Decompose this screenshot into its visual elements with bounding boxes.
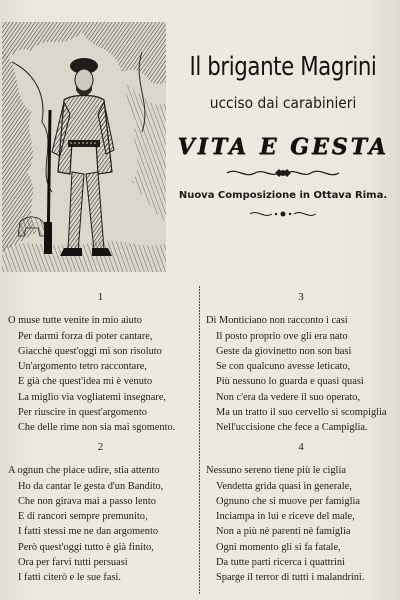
subtitle: ucciso dai carabinieri [209,94,357,112]
small-ornament-icon [248,209,318,219]
verse-line: Di Monticiano non racconto i casi [206,315,348,327]
stanza-number: 3 [298,291,304,303]
verse-line: Ognuno che si muove per famiglia [216,495,360,507]
verse-line: Che non girava mai a passo lento [18,495,156,507]
verse-line: Giacchè quest'oggi mi son risoluto [18,345,162,357]
verse-line: Da tutte parti ricerca i quattrini [216,557,345,569]
verse-line: I fatti citerò e le sue fasi. [18,572,121,584]
verse-line: Non c'era da vedere il suo operato, [216,391,361,403]
stanza-2 [8,440,193,586]
verse-line: Un'argomento tetro raccontare, [18,361,147,373]
verse-line: Nessuno sereno tiene più le ciglia [206,465,346,477]
verse-line: Sparge il terror di tutti i malandrini. [216,572,365,584]
verse-line: E di rancori sempre premunito, [18,511,148,523]
stanza-4 [206,440,396,586]
title-block [166,40,400,219]
stanza-number: 2 [97,441,104,453]
verse-line: Ho da cantar le gesta d'un Bandito, [18,480,164,492]
heading-vita-e-gesta: VITA E GESTA [177,134,389,160]
verse-line: Inciampa in lui e riceve del male, [216,511,355,523]
verse-line: Ogni momento gli si fa fatale, [216,541,341,553]
verse-line: Più nessuno lo guarda e quasi quasi [216,376,364,388]
verse-line: Per riuscire in quest'argomento [18,407,147,419]
verse-line: O muse tutte venite in mio aiuto [8,315,142,327]
ornament-divider-icon [223,166,343,180]
verse-line: Vendetta grida quasi in generale, [216,480,352,492]
brigand-illustration [2,22,166,272]
verse-line: I fatti stessi me ne dan argomento [18,526,159,538]
verse-line: A ognun che piace udire, stia attento [8,465,160,477]
verse-line: Non a più nè parenti nè famiglia [216,526,351,538]
verse-line: Geste da giovinetto non son basi [216,345,352,357]
stanza-number: 4 [298,441,304,453]
main-title: Il brigante Magrini [189,52,377,82]
verse-line: Che delle rime non sia mai sgomento. [18,422,176,434]
verse-line: Ora per farvi tutti persuasi [18,557,128,569]
verse-line: Per darmi forza di poter cantare, [18,330,153,342]
verse-line: Ma un tratto il suo cervello si scompiglia [216,407,387,419]
verse-line: Il posto proprio ove gli era nato [216,330,348,342]
verse-line: Se con qualcuno avesse leticato, [216,361,351,373]
verse-line: Nell'uccisione che fece a Campiglia. [216,422,368,434]
verse-line: E già che quest'idea mi è venuto [18,376,153,388]
stanza-3 [206,290,396,436]
composition-note: Nuova Composizione in Ottava Rima. [178,190,388,201]
verse-line: La miglio via vogliatemi insegnare, [18,391,167,403]
column-divider [199,286,200,594]
stanza-number: 1 [97,291,104,303]
stanza-1 [8,290,193,436]
verse-line: Però quest'oggi tutto è già finito, [18,541,154,553]
